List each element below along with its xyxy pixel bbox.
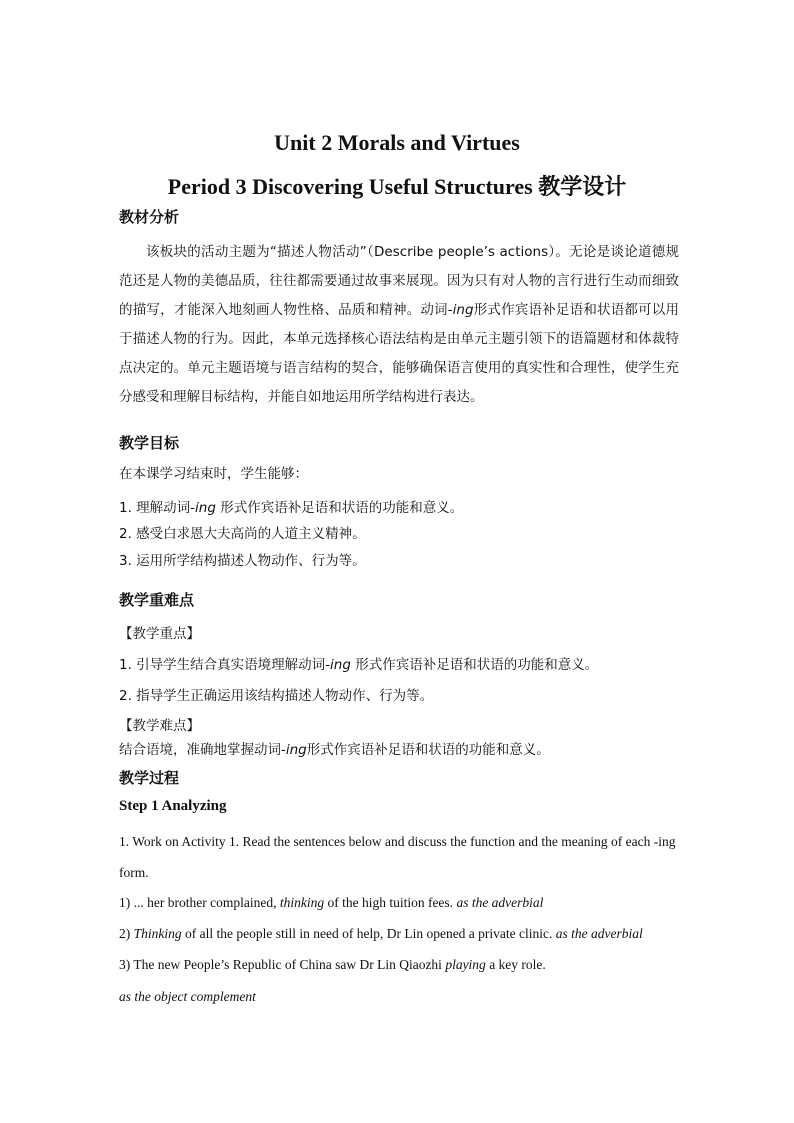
example-sentence-2 [119,926,643,942]
sentence-3-note [119,989,256,1005]
objective-item-3: 3. 运用所学结构描述人物动作、行为等。 [119,553,366,569]
difficulty-text-b: 形式作宾语补足语和状语的功能和意义。 [306,742,550,758]
example-sentence-3 [119,957,546,973]
sentence-1-text-a: 1) ... her brother complained, [119,895,280,910]
sentence-1-note: as the adverbial [456,895,544,910]
analysis-text-a: 该板块的活动主题为“描述人物活动”（Describe people’s actions）。无论是谈论道德规范还是人物的美德品质，往往都需要通过故事来展现。因为只有对人物的言行进行生动而细致的描写，才能深入地刻画人物性格、品质和精神。动词- [119,244,679,318]
sentence-2-ing: Thinking [133,926,182,941]
focus-1-text-b: 形式作宾语补足语和状语的功能和意义。 [350,657,599,673]
sentence-3-ing: playing [445,957,486,972]
sentence-2-note: as the adverbial [555,926,643,941]
sentence-2-number: 2) [119,926,134,941]
objectives-intro: 在本课学习结束时，学生能够： [119,466,308,482]
sentence-2-text: of all the people still in need of help, Dr Lin opened a private clinic. [181,926,556,941]
sentence-3-text-b: a key role. [485,957,546,972]
example-sentence-1 [119,895,543,911]
difficulty-text-a: 结合语境，准确地掌握动词- [119,742,286,758]
objective-item-1 [119,496,463,516]
objective-item-2: 2. 感受白求恩大夫高尚的人道主义精神。 [119,526,366,542]
focus-item-1 [119,653,598,673]
focus-1-text-a: 1. 引导学生结合真实语境理解动词- [119,657,331,673]
sentence-3-note-text: as the object complement [119,989,256,1004]
activity-instruction: 1. Work on Activity 1. Read the sentences below and discuss the function and the meaning of each -ing form. [119,834,676,880]
period-title: Period 3 Discovering Useful Structures 教学设计 [167,174,627,199]
objective-1-text-b: 形式作宾语补足语和状语的功能和意义。 [215,500,464,516]
analysis-paragraph [119,238,679,412]
difficulty-ing: ing [285,742,307,758]
focus-label: 【教学重点】 [119,626,200,642]
sentence-1-text-b: of the high tuition fees. [324,895,457,910]
objective-1-ing: ing [195,500,216,516]
objectives-heading: 教学目标 [119,434,180,452]
analysis-text-b: 形式作宾语补足语和状语都可以用于描述人物的行为。因此，本单元选择核心语法结构是由单元主题引领下的语篇题材和体裁特点决定的。单元主题语境与语言结构的契合，能够确保语言使用的真实性和合理性，使学生充分感受和理解目标结构，并能自如地运用所学结构进行表达。 [119,302,680,405]
analysis-ing: ing [452,302,474,318]
focus-1-ing: ing [330,657,351,673]
difficulty-text [119,738,550,758]
sentence-3-text-a: 3) The new People’s Republic of China saw Dr Lin Qiaozhi [119,957,446,972]
step-1-heading: Step 1 Analyzing [119,798,227,814]
analysis-heading: 教材分析 [119,208,180,226]
unit-title: Unit 2 Morals and Virtues [274,130,520,155]
difficulty-label: 【教学难点】 [119,718,200,734]
focus-item-2: 2. 指导学生正确运用该结构描述人物动作、行为等。 [119,688,434,704]
keypoints-heading: 教学重难点 [119,591,195,609]
objective-1-text-a: 1. 理解动词- [119,500,196,516]
process-heading: 教学过程 [119,769,180,787]
sentence-1-ing: thinking [279,895,325,910]
